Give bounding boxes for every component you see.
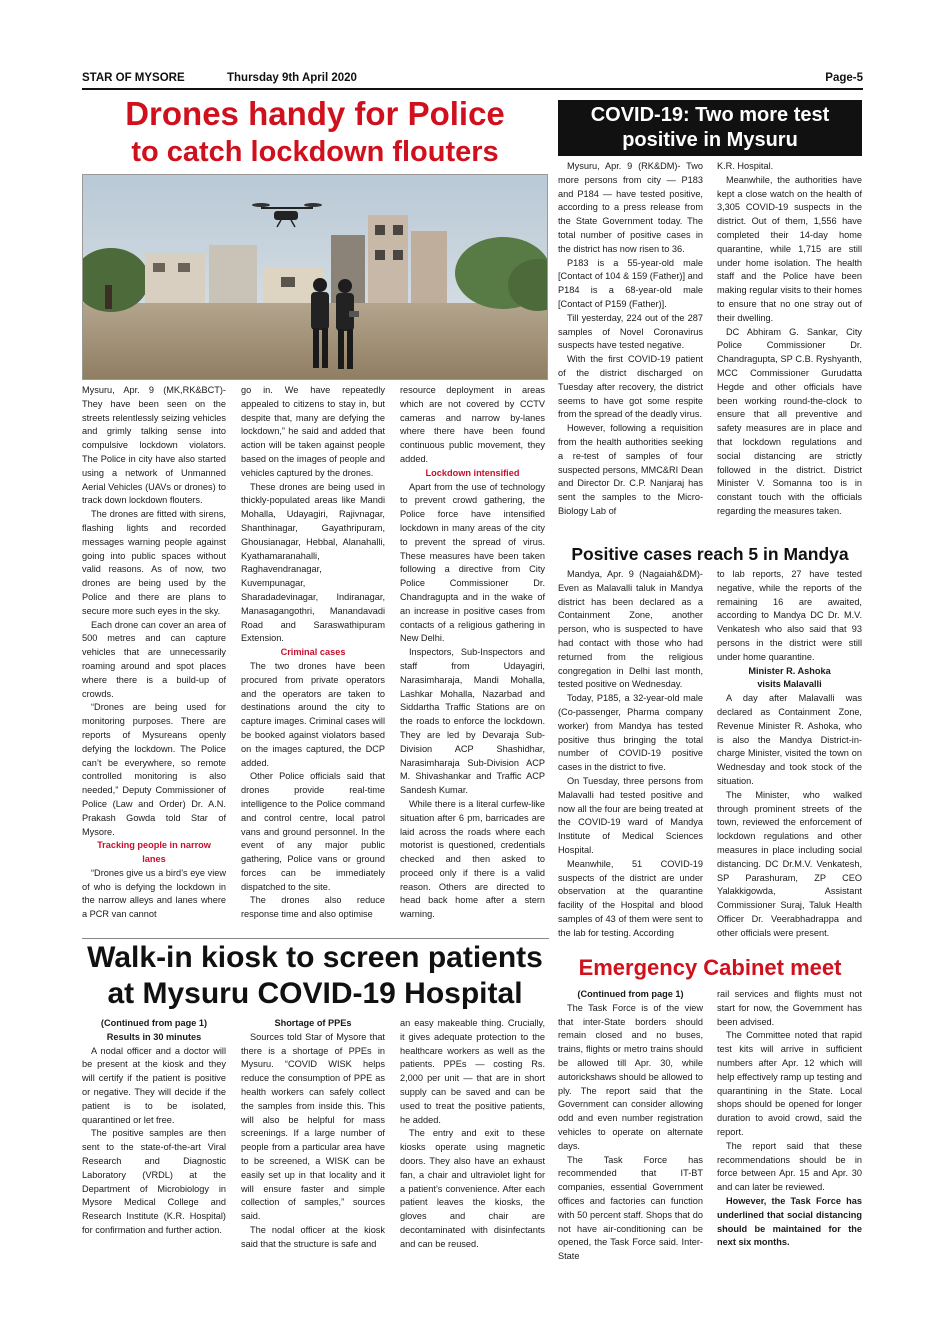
mandya-headline: Positive cases reach 5 in Mandya [571, 544, 849, 564]
paragraph: The Task Force is of the view that inter-State borders should remain closed and no buses, trains, flights or metro trains should be allowed till Apr. 30, while autorickshaws should be allowed to ply. The report said that the Government can consider allowing odd and even number registration vehicles to operate on alternate days. [558, 1002, 703, 1151]
paragraph: These drones are being used in thickly-populated areas like Mandi Mohalla, Udayagiri, Rajivnagar, Shanthinagar, Gayathripuram, Ghousianagar, Hebbal, Alanahalli, Kyathamaranahalli, Raghavendranagar, Kuvempunagar, Sharadadevinagar, Indiranagar, Manasagangothri, Manandavadi Road and Saraswathipuram Extension. [241, 481, 385, 644]
drones-column-2 [241, 384, 385, 922]
cabinet-headline: Emergency Cabinet meet [578, 955, 842, 980]
paragraph: Till yesterday, 224 out of the 287 samples of Novel Coronavirus suspects have tested negative. [558, 312, 703, 351]
issue-date: Thursday 9th April 2020 [227, 72, 357, 84]
paragraph: DC Abhiram G. Sankar, City Police Commissioner Dr. Chandragupta, SP C.B. Ryshyanth, MCC Commissioner Gurudatta Hegde and other officials have been working round-the-clock to ensure that all preventive and safety measures are in place and that lockdown regulations and social distancing are strictly followed in the district. District Minister V. Somanna too is in constant touch with the officials regarding the measures taken. [717, 326, 862, 516]
drone-photo [82, 174, 548, 380]
paper-name: STAR OF MYSORE [82, 72, 185, 84]
covid-headline: COVID-19: Two more test positive in Mysuru [590, 104, 830, 151]
paragraph: Mysuru, Apr. 9 (MK,RK&BCT)- They have been seen on the streets relentlessly seizing vehicles and grimly talking sense into compulsive lockdown violators. The Police in city have also started using a network of Unmanned Aerial Vehicles (UAVs or drones) to track down lockdown flouters. [82, 385, 226, 506]
page-number: Page-5 [825, 72, 863, 84]
paragraph: Apart from the use of technology to prevent crowd gathering, the Police force have intensified lockdown in many areas of the city to prevent the spread of virus. These measures have been taken following a directive from City Police Commissioner Dr. Chandragupta and in the wake of an increase in positive cases from contacts of a religious gathering in New Delhi. [400, 481, 545, 644]
paragraph: The drones also reduce response time and also optimise [241, 895, 385, 920]
drones-column-1 [82, 384, 226, 922]
subheading-criminal: Criminal cases [280, 647, 346, 658]
paragraph: Mysuru, Apr. 9 (RK&DM)- Two more persons from city — P183 and P184 — have tested positive, according to a press release from the State Government today. The total number of positive cases in the district has now risen to 36. [558, 161, 703, 254]
paragraph: The Committee noted that rapid test kits will arrive in sufficient numbers after Apr. 12 which will help effectively ramp up testing and quarantining in the State. Local shops should be opened for longer duration to avoid crowd, said the report. [717, 1030, 862, 1137]
paragraph: While there is a literal curfew-like situation after 6 pm, barricades are laid across the roads where each motorist is questioned, credentials checked and then asked to proceed only if there is a valid reason. Others are directed to head back home after a stern warning. [400, 798, 545, 920]
paragraph: The positive samples are then sent to the state-of-the-art Viral Research and Diagnostic Laboratory (VRDL) at the Department of Microbiology in Mysore Medical College and Research Institute (K.R. Hospital) for confirmation and further action. [82, 1128, 226, 1235]
paragraph: “Drones give us a bird’s eye view of who is defying the lockdown in the narrow alleys and lanes where a PCR van cannot [82, 867, 226, 920]
bold-closing-paragraph: However, the Task Force has underlined that social distancing should be maintained for the next six months. [717, 1195, 862, 1248]
subheading-shortage: Shortage of PPEs [274, 1018, 352, 1028]
paragraph: The nodal officer at the kiosk said that the structure is safe and [241, 1224, 385, 1249]
continued-note: (Continued from page 1) [577, 989, 684, 999]
paragraph: A nodal officer and a doctor will be present at the kiosk and they will certify if the patient is positive or negative. They will decide if the patient is to be isolated, quarantined or let free. [82, 1045, 226, 1125]
mandya-column-1 [558, 568, 703, 941]
section-divider [82, 938, 549, 939]
paragraph: go in. We have repeatedly appealed to citizens to stay in, but despite that, many are defying the lockdown,” he said and added that action will be taken against people based on the images of people and vehicles captured by the drones. [241, 385, 385, 478]
paragraph: Inspectors, Sub-Inspectors and staff from Udayagiri, Narasimharaja, Mandi Mohalla, Lashkar Mohalla, Nazarbad and Siddartha Traffic Stations are on the roads to enforce the lockdown. They are led by Devaraja Sub-Division ACP Shashidhar, Narasimharaja Sub-Division ACP M. Shivashankar and Traffic ACP Sandesh Kumar. [400, 647, 545, 796]
masthead-rule [82, 88, 863, 90]
paragraph: Sources told Star of Mysore that there is a shortage of PPEs in Mysuru. “COVID WISK helps reduce the consumption of PPE as health workers can safely collect the samples from inside this. This will also be helpful for mass screenings. If a large number of people from a particular area have to be screened, a WISK can be easily set up in that locality and it will ensure faster and simple collection of samples,” sources said. [241, 1031, 385, 1222]
paragraph: P183 is a 55-year-old male [Contact of 104 & 159 (Father)] and P184 is a 68-year-old male [Contact of P159 (Father)]. [558, 257, 703, 309]
covid-column-1 [558, 160, 703, 519]
paragraph: Each drone can cover an area of 500 metres and can capture vehicles that are unnecessarily roaming around and spot places where there is a build-up of crowds. [82, 619, 226, 699]
paragraph: Mandya, Apr. 9 (Nagaiah&DM)- Even as Malavalli taluk in Mandya district has been declared as a Containment Zone, another person, who is suspected to have had contact with those who had returned from the religious congregation in Delhi last month, tested positive on Wednesday. [558, 569, 703, 690]
kiosk-headline-2: at Mysuru COVID-19 Hospital [107, 977, 523, 1010]
masthead [82, 71, 863, 89]
continued-note: (Continued from page 1) [100, 1018, 208, 1028]
subheading-minister: Minister R. Ashoka visits Malavalli [748, 665, 831, 690]
paragraph: Today, P185, a 32-year-old male (Co-passenger, Pharma company worker) from Mandya has tested positive thus bringing the total number of COVID-19 positive cases in the district to five. [558, 693, 703, 773]
kiosk-column-2 [241, 1017, 385, 1252]
paragraph: resource deployment in areas which are not covered by CCTV cameras and narrow by-lanes where there have been found continuous public movement, they added. [400, 385, 545, 464]
paragraph: “Drones are being used for monitoring purposes. There are reports of Mysureans openly defying the lockdown. The Police can’t be everywhere, so remote controlled monitoring is also needed,” Deputy Commissioner of Police (Law and Order) Dr. A.N. Prakash Gowda told Star of Mysore. [82, 702, 226, 837]
paragraph: The Task Force has recommended that IT-BT companies, essential Government offices and factories can function with 50 percent staff. Shops that do not have air-conditioning can be opened, the Task Force said. Inter-State [558, 1154, 703, 1262]
paragraph: The entry and exit to these kiosks operate using magnetic doors. They also have an exhaust fan, a chair and ultraviolet light for a patient’s convenience. After each patient leaves the kiosks, the gloves and chair are decontaminated with disinfectants and can be reused. [400, 1128, 545, 1249]
paragraph: Other Police officials said that drones provide real-time intelligence to the Police command and control centre, local patrol vans and ground personnel. In the event of any major public gathering, Police vans or ground forces can be immediately dispatched to the site. [241, 771, 385, 892]
kiosk-column-3 [400, 1017, 545, 1252]
paragraph: K.R. Hospital. [717, 161, 774, 171]
paragraph: to lab reports, 27 have tested negative, while the reports of the remaining 16 are awaited, according to Mandya DC Dr. M.V. Venkatesh who also said that 93 persons in the district were still under home quarantine. [717, 569, 862, 662]
paragraph: On Tuesday, three persons from Malavalli had tested positive and now all the four are being treated at the COVID-19 ward of Mandya Institute of Medical Sciences Hospital. [558, 775, 703, 855]
kiosk-headline-1: Walk-in kiosk to screen patients [87, 941, 543, 974]
subheading-tracking: Tracking people in narrow lanes [97, 840, 211, 865]
cabinet-column-2 [717, 988, 862, 1250]
drones-column-3 [400, 384, 545, 922]
paragraph: With the first COVID-19 patient of the district discharged on Tuesday after recovery, the district seems to have got some respite from the spread of the deadly virus. [558, 354, 703, 420]
drones-headline-1: Drones handy for Police [125, 95, 505, 132]
covid-column-2 [717, 160, 862, 519]
paragraph: The drones are fitted with sirens, flashing lights and recorded messages warning people against going into public spaces without valid reasons. As of now, two drones are being used by the Police and there are plans to secure more such eyes in the sky. [82, 509, 226, 616]
paragraph: Meanwhile, the authorities have kept a close watch on the health of 3,305 COVID-19 suspects in the district. Out of them, 1,556 have completed their 14-day home quarantine, while 1,715 are still under home isolation. The health staff and the Police have been making regular visits to their homes to ensure that no one stray out of their dwelling. [717, 174, 862, 323]
paragraph: A day after Malavalli was declared as Containment Zone, Revenue Minister R. Ashoka, who is also the Mandya District-in-charge Minister, visited the town on Wednesday and took stock of the situation. [717, 693, 862, 786]
drones-headline-2: to catch lockdown flouters [131, 136, 499, 168]
drone-photo-illustration [83, 175, 548, 380]
paragraph: Meanwhile, 51 COVID-19 suspects of the district are under observation at the quarantine facility of the Hospital and blood samples of 43 of them were sent to the lab for testing. According [558, 858, 703, 938]
paragraph: an easy makeable thing. Crucially, it gives adequate protection to the healthcare workers as well as the patients. PPEs — costing Rs. 2,000 per unit — that are in short supply can be saved and can be used to treat the positive patients, he added. [400, 1018, 545, 1125]
paragraph: The Minister, who walked through prominent streets of the town, reviewed the enforcement of lockdown regulations and other measures in place including social distancing. DC Dr.M.V. Venkatesh, SP Parashuram, ZP CEO Yalakkigowda, Assistant Commissioner Suraj, Taluk Health Officer Dr. Veerabhadrappa and other officials were present. [717, 789, 862, 938]
cabinet-column-1 [558, 988, 703, 1264]
subheading-results: Results in 30 minutes [106, 1031, 202, 1042]
covid-headline-box [558, 100, 862, 156]
paragraph: The two drones have been procured from private operators and the operators are taken to destinations around the city to capture images. Criminal cases will be booked against violators based on the images captured, the DCP added. [241, 660, 385, 768]
subheading-lockdown: Lockdown intensified [425, 467, 520, 478]
kiosk-column-1 [82, 1017, 226, 1238]
paragraph: However, following a requisition from the health authorities seeking a re-test of samples of four suspected persons, MMC&RI Dean and Director Dr. C.P. Nanjaraj has sent the samples to the Micro-Biology Lab of [558, 423, 703, 516]
paragraph: rail services and flights must not start for now, the Government has been advised. [717, 989, 862, 1027]
mandya-column-2 [717, 568, 862, 941]
paragraph: The report said that these recommendations should be in force between Apr. 15 and Apr. 30 and can later be reviewed. [717, 1140, 862, 1193]
